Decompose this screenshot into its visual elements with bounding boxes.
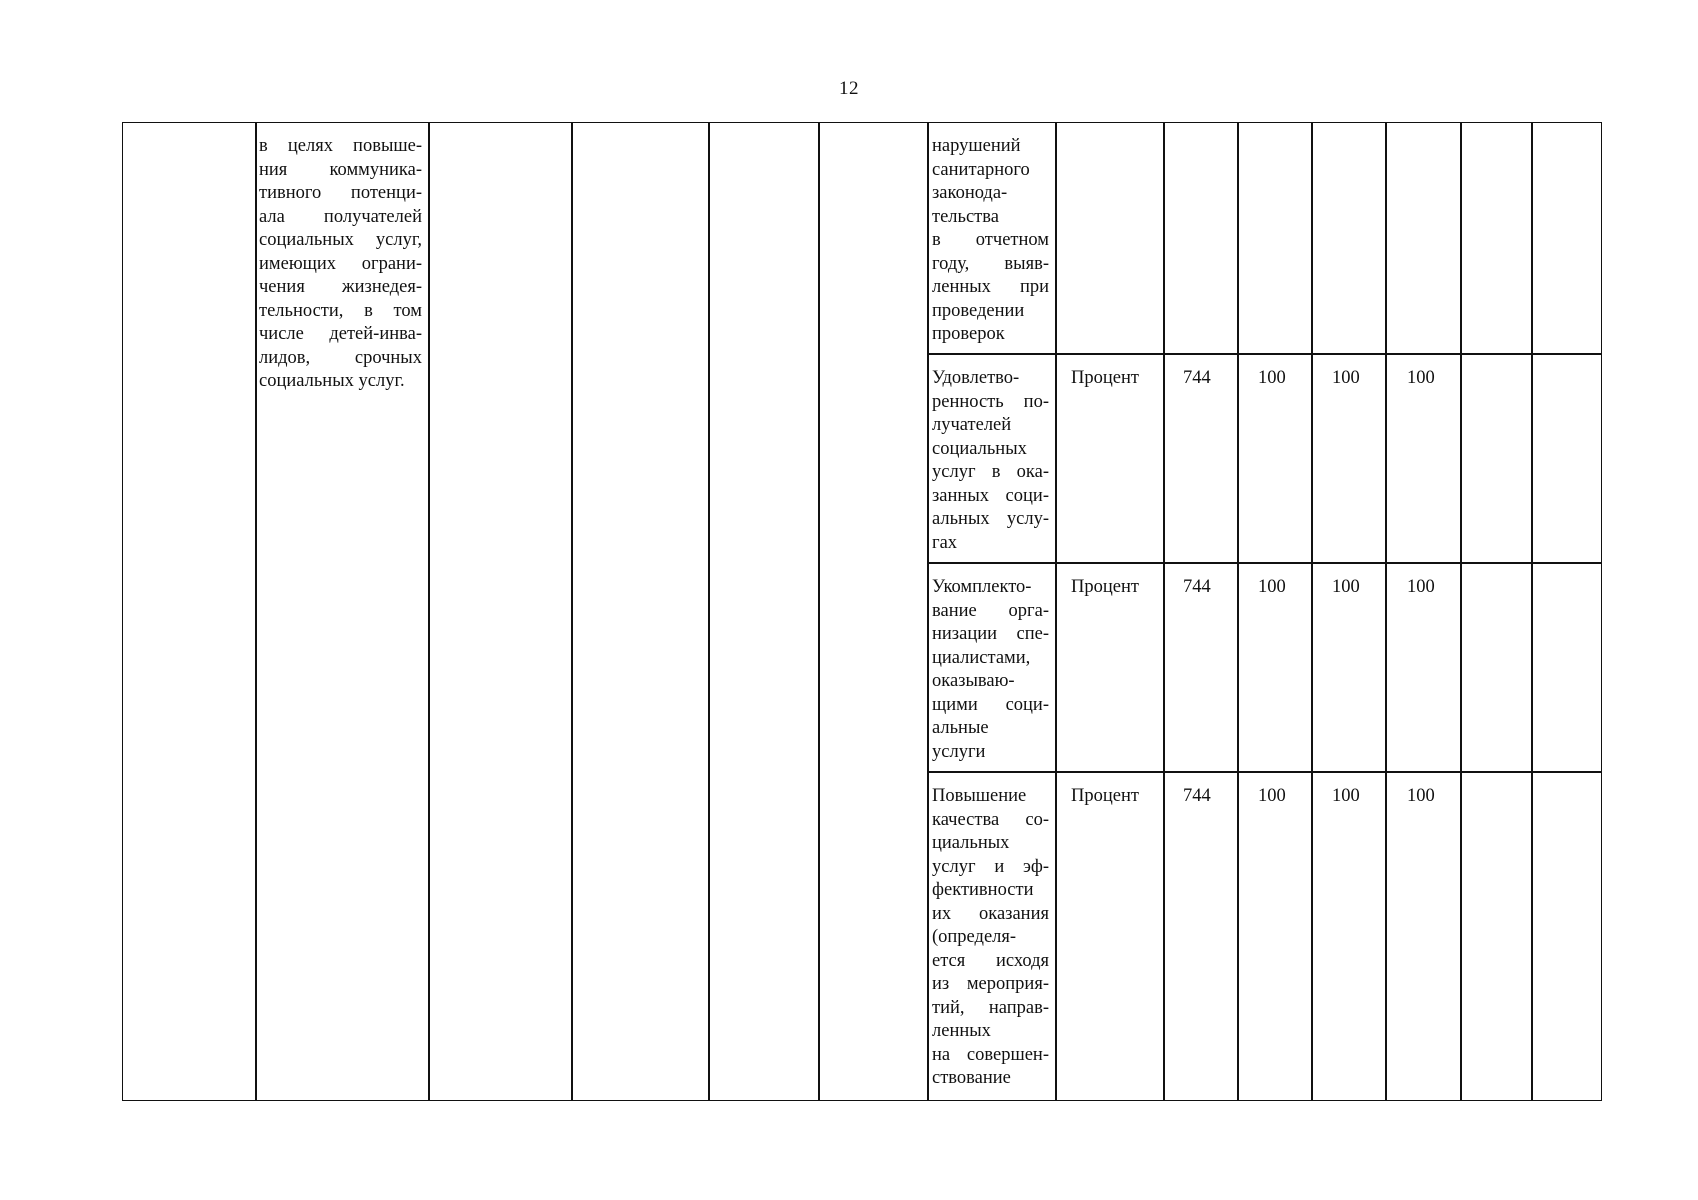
text-line: числе детей-инва- (259, 324, 422, 344)
indicator-name-cell (932, 576, 1049, 764)
text-line: социальных услуг. (259, 371, 405, 391)
text-line: социальных услуг, (259, 230, 422, 250)
text-line: ленных (932, 1021, 991, 1041)
text-line: их оказания (932, 903, 1049, 924)
text-line: санитарного (932, 159, 1030, 180)
text-line: гах (932, 532, 958, 553)
column-divider (1385, 123, 1387, 1100)
text-line: году, выяв- (932, 253, 1049, 274)
column-divider (1055, 123, 1057, 1100)
text-line: на совершен- (932, 1044, 1049, 1065)
text-line: ленных при (932, 277, 1049, 297)
text-line: ется исходя (932, 950, 1049, 971)
value-cell-1: 100 (1258, 786, 1286, 806)
text-line: проверок (932, 324, 1005, 344)
text-line: альные (932, 718, 989, 738)
service-description-cell (259, 135, 422, 394)
text-line: лучателей (932, 415, 1012, 435)
row-divider (927, 353, 1602, 355)
text-line: щими соци- (932, 694, 1049, 715)
text-line: лидов, срочных (259, 347, 422, 368)
column-divider (1163, 123, 1165, 1100)
value-cell-3: 100 (1407, 368, 1435, 388)
value-cell-3: 100 (1407, 577, 1435, 597)
text-line: в целях повыше- (259, 136, 422, 156)
column-divider (1460, 123, 1462, 1100)
value-cell-2: 100 (1332, 577, 1360, 597)
text-line: из мероприя- (932, 974, 1049, 994)
column-divider (571, 123, 573, 1100)
text-line: оказываю- (932, 671, 1015, 691)
text-line: социальных (932, 438, 1027, 459)
page-number: 12 (839, 78, 859, 99)
text-line: занных соци- (932, 485, 1049, 506)
text-line: качества со- (932, 809, 1049, 830)
indicator-name-cell (932, 135, 1049, 347)
text-line: услуг и эф- (932, 856, 1049, 877)
column-divider (1531, 123, 1533, 1100)
indicator-name-cell (932, 785, 1049, 1091)
row-divider (927, 562, 1602, 564)
text-line: циалистами, (932, 647, 1031, 668)
column-divider (818, 123, 820, 1100)
row-divider (927, 771, 1602, 773)
okei-code-cell: 744 (1183, 786, 1211, 806)
unit-cell: Процент (1071, 577, 1139, 597)
text-line: законода- (932, 183, 1008, 203)
text-line: услуги (932, 741, 986, 762)
text-line: ала получателей (259, 206, 422, 227)
unit-cell: Процент (1071, 786, 1139, 806)
text-line: низации спе- (932, 624, 1049, 644)
value-cell-2: 100 (1332, 368, 1360, 388)
text-line: в отчетном (932, 230, 1049, 250)
text-line: Удовлетво- (932, 368, 1020, 388)
unit-cell: Процент (1071, 368, 1139, 388)
text-line: ния коммуника- (259, 159, 422, 180)
text-line: Повышение (932, 786, 1027, 806)
text-line: ствование (932, 1068, 1011, 1088)
column-divider (1237, 123, 1239, 1100)
text-line: тивного потенци- (259, 183, 422, 203)
text-line: тий, направ- (932, 997, 1049, 1018)
okei-code-cell: 744 (1183, 368, 1211, 388)
text-line: циальных (932, 833, 1010, 853)
text-line: тельности, в том (259, 300, 422, 321)
text-line: ренность по- (932, 391, 1049, 412)
indicator-name-cell (932, 367, 1049, 555)
value-cell-1: 100 (1258, 577, 1286, 597)
text-line: услуг в ока- (932, 462, 1049, 482)
column-divider (1311, 123, 1313, 1100)
column-divider (708, 123, 710, 1100)
text-line: (определя- (932, 927, 1017, 947)
text-line: проведении (932, 300, 1025, 321)
text-line: тельства (932, 206, 999, 227)
value-cell-1: 100 (1258, 368, 1286, 388)
column-divider (255, 123, 257, 1100)
column-divider (428, 123, 430, 1100)
text-line: нарушений (932, 136, 1021, 156)
text-line: чения жизнедея- (259, 277, 422, 297)
value-cell-2: 100 (1332, 786, 1360, 806)
column-divider (927, 123, 929, 1100)
text-line: Укомплекто- (932, 577, 1032, 597)
text-line: имеющих ограни- (259, 253, 422, 274)
okei-code-cell: 744 (1183, 577, 1211, 597)
text-line: вание орга- (932, 600, 1049, 621)
value-cell-3: 100 (1407, 786, 1435, 806)
text-line: альных услу- (932, 509, 1049, 529)
text-line: фективности (932, 880, 1034, 900)
